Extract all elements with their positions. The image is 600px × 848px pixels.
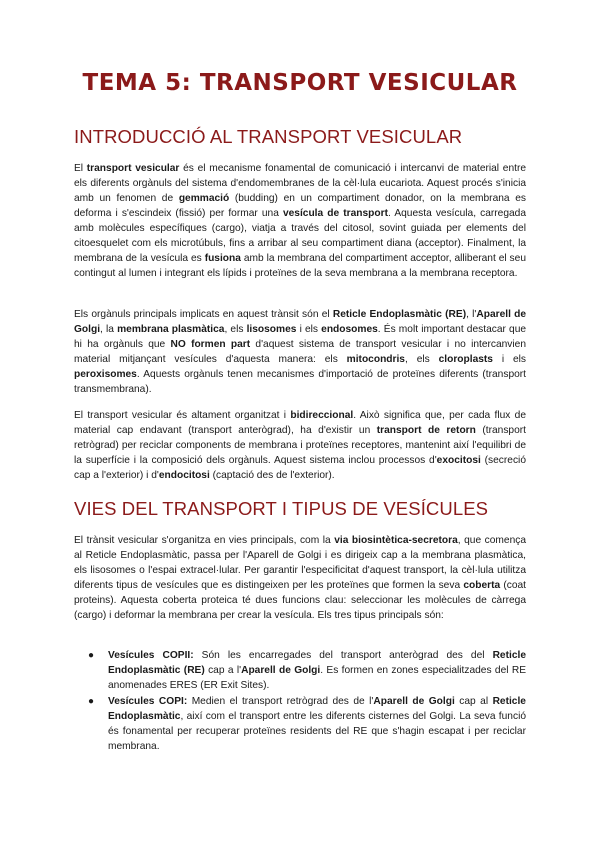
section-heading-introduccio: INTRODUCCIÓ AL TRANSPORT VESICULAR bbox=[74, 126, 463, 147]
list-item-copii: ● Vesícules COPII: Són les encarregades del transport anterògrad des del Reticle Endoplasmàtic (RE) cap a l'Aparell de Golgi. Es formen en zones especialitzades del RE anomenades ERES (ER Exit Sites). bbox=[88, 650, 527, 691]
bullet-icon: ● bbox=[88, 696, 95, 707]
paragraph-intro-2: Els orgànuls principals implicats en aquest trànsit són el Reticle Endoplasmàtic (RE), l'Aparell de Golgi, la membrana plasmàtica, els lisosomes i els endosomes. És molt important destacar que hi ha orgànuls que NO formen part d'aquest sistema de transport vesicular i no intercanvien material mitjançant vesícules d'aquesta manera: els mitocondris, els cloroplasts i els peroxisomes. Aquests orgànuls tenen mecanismes d'importació de proteïnes diferents (transport transmembrana). bbox=[74, 309, 527, 395]
list-item-copi: ● Vesícules COPI: Medien el transport retrògrad des de l'Aparell de Golgi cap al Reticle Endoplasmàtic, així com el transport entre les diferents cisternes del Golgi. La seva funció és fonamental per recuperar proteïnes residents del RE que s'hagin escapat i per reciclar membrana. bbox=[88, 696, 526, 752]
page-title: TEMA 5: TRANSPORT VESICULAR bbox=[82, 70, 518, 96]
vesicle-types-list bbox=[74, 648, 526, 755]
paragraph-intro-3: El transport vesicular és altament organitzat i bidireccional. Això significa que, per cada flux de material cap endavant (transport anterògrad), ha d'existir un transport de retorn (transport retrògrad) per reciclar components de membrana i proteïnes receptores, mantenint així l'equilibri de la superfície i la composició dels orgànuls. Aquest sistema inclou processos d'exocitosi (secreció cap a l'exterior) i d'endocitosi (captació des de l'exterior). bbox=[74, 410, 526, 481]
bullet-icon: ● bbox=[88, 650, 95, 661]
paragraph-intro-1: El transport vesicular és el mecanisme fonamental de comunicació i intercanvi de material entre els diferents orgànuls del sistema d'endomembranes de la cèl·lula eucariota. Aquest procés s'inicia amb un fenomen de gemmació (budding) en un compartiment donador, on la membrana es deforma i s'escindeix (fissió) per formar una vesícula de transport. Aquesta vesícula, carregada amb molècules específiques (cargo), viatja a través del citosol, sovint guiada per elements del citoesquelet com els microtúbuls, fins a arribar al seu compartiment diana (acceptor). Finalment, la membrana de la vesícula es fusiona amb la membrana del compartiment acceptor, alliberant el seu contingut al lumen i integrant els lípids i proteïnes de la seva membrana a la membrana receptora. bbox=[74, 163, 527, 279]
paragraph-vies-1: El trànsit vesicular s'organitza en vies principals, com la via biosintètica-secretora, que comença al Reticle Endoplasmàtic, passa per l'Aparell de Golgi i es dirigeix cap a la membrana plasmàtica, els lisosomes o l'espai extracel·lular. Per garantir l'especificitat d'aquest transport, la cèl·lula utilitza diferents tipus de vesícules que es distingeixen per les proteïnes que formen la seva coberta (coat proteins). Aquesta coberta proteica té dues funcions clau: seleccionar les molècules de càrrega (cargo) i deformar la membrana per crear la vesícula. Els tres tipus principals són: bbox=[74, 535, 527, 621]
section-heading-vies: VIES DEL TRANSPORT I TIPUS DE VESÍCULES bbox=[74, 498, 489, 519]
